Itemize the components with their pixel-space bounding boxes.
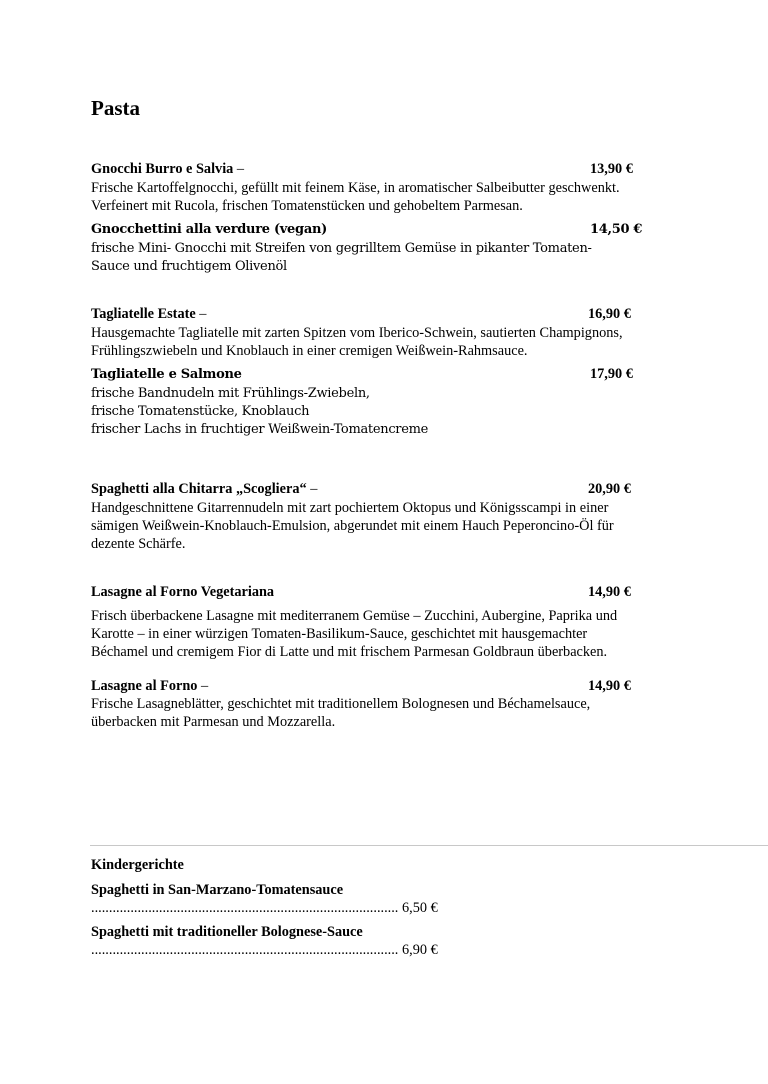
item-price: 20,90 €: [588, 481, 631, 497]
item-description-line: Frisch überbackene Lasagne mit mediterranem Gemüse – Zucchini, Aubergine, Paprika und: [91, 608, 618, 624]
kids-section-title: Kindergerichte: [91, 857, 184, 873]
item-price: 14,90 €: [588, 678, 631, 694]
menu-item-gnocchi-burro-salvia: [91, 160, 651, 179]
menu-item-lasagne-vegetariana: [91, 583, 651, 602]
item-description-line: Verfeinert mit Rucola, frischen Tomatenstücken und gehobeltem Parmesan.: [91, 198, 523, 214]
menu-item-gnocchettini-verdure: [91, 220, 651, 239]
item-description-line: Karotte – in einer würzigen Tomaten-Basilikum-Sauce, geschichtet mit hausgemachter: [91, 626, 588, 642]
item-name: Spaghetti alla Chitarra „Scogliera“: [91, 481, 307, 497]
menu-item-lasagne-al-forno: [91, 677, 651, 696]
kids-item-price: 6,50 €: [401, 900, 438, 916]
item-name: Lasagne al Forno Vegetariana: [91, 584, 275, 600]
item-description-line: frische Bandnudeln mit Frühlings-Zwiebeln,: [91, 386, 370, 401]
item-price: 13,90 €: [590, 161, 633, 177]
item-name: Gnocchettini alla verdure (vegan): [91, 222, 327, 237]
item-name: Lasagne al Forno: [91, 678, 198, 694]
kids-item-price-line: [91, 900, 438, 917]
item-description-line: Hausgemachte Tagliatelle mit zarten Spitzen vom Iberico-Schwein, sautierten Champignons,: [91, 325, 623, 341]
item-dash: –: [233, 161, 245, 177]
item-description-line: überbacken mit Parmesan und Mozzarella.: [91, 714, 336, 730]
dot-leader: ......................................................................................: [91, 900, 399, 916]
item-dash: –: [195, 306, 207, 322]
item-name: Tagliatelle Estate: [91, 306, 196, 322]
item-price: 14,90 €: [588, 584, 631, 600]
item-description-line: frischer Lachs in fruchtiger Weißwein-Tomatencreme: [91, 422, 429, 437]
item-description-line: dezente Schärfe.: [91, 536, 186, 552]
item-name: Tagliatelle e Salmone: [91, 367, 242, 382]
item-description-line: Frische Lasagneblätter, geschichtet mit traditionellem Bolognesen und Béchamelsauce,: [91, 696, 591, 712]
item-description-line: Béchamel und cremigem Fior di Latte und mit frischem Parmesan Goldbraun überbacken.: [91, 644, 608, 660]
section-divider: [90, 845, 768, 846]
item-price: 16,90 €: [588, 306, 631, 322]
kids-item-price-line: [91, 942, 438, 959]
kids-item-price: 6,90 €: [401, 942, 438, 958]
page-title: Pasta: [91, 96, 140, 120]
item-description-line: frische Tomatenstücke, Knoblauch: [91, 404, 310, 419]
item-price: 17,90 €: [590, 366, 633, 382]
item-dash: –: [306, 481, 318, 497]
item-price: 14,50 €: [590, 222, 643, 237]
item-description-line: Sauce und fruchtigem Olivenöl: [91, 259, 287, 274]
item-description-line: frische Mini- Gnocchi mit Streifen von gegrilltem Gemüse in pikanter Tomaten-: [91, 241, 592, 256]
item-description-line: Frühlingszwiebeln und Knoblauch in einer cremigen Weißwein-Rahmsauce.: [91, 343, 528, 359]
dot-leader: ......................................................................................: [91, 942, 399, 958]
menu-item-tagliatelle-estate: [91, 305, 651, 324]
kids-item-name: Spaghetti mit traditioneller Bolognese-Sauce: [91, 924, 363, 940]
menu-item-spaghetti-chitarra: [91, 480, 651, 499]
item-description-line: Handgeschnittene Gitarrennudeln mit zart pochiertem Oktopus und Königsscampi in einer: [91, 500, 609, 516]
item-description-line: sämigen Weißwein-Knoblauch-Emulsion, abgerundet mit einem Hauch Peperoncino-Öl für: [91, 518, 614, 534]
item-dash: –: [197, 678, 209, 694]
item-name: Gnocchi Burro e Salvia: [91, 161, 234, 177]
kids-item-name: Spaghetti in San-Marzano-Tomatensauce: [91, 882, 344, 898]
item-description-line: Frische Kartoffelgnocchi, gefüllt mit feinem Käse, in aromatischer Salbeibutter geschwenkt.: [91, 180, 620, 196]
menu-item-tagliatelle-salmone: [91, 365, 651, 384]
